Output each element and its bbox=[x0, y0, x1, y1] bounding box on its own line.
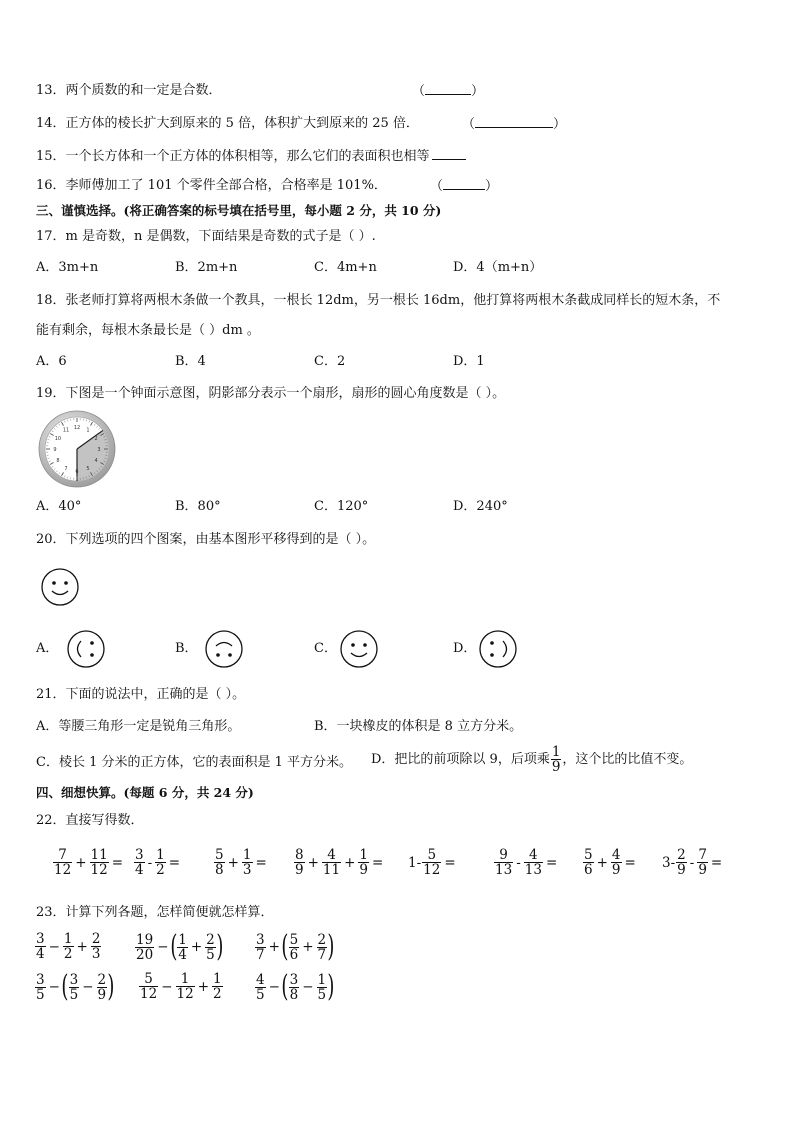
answer-blank-16[interactable] bbox=[443, 177, 485, 190]
answer-paren-13: （ ） bbox=[412, 84, 485, 99]
question-17: 17．m 是奇数，n 是偶数，下面结果是奇数的式子是（ ）. bbox=[36, 229, 376, 244]
calc-23-1: $\frac{3}{4}$ − $\frac{1}{2}$ + $\frac{2}{3}$ bbox=[36, 931, 101, 962]
question-14-text: 14．正方体的棱长扩大到原来的 5 倍，体积扩大到原来的 25 倍． bbox=[36, 116, 419, 131]
clock-number: 10 bbox=[54, 435, 62, 442]
question-13-text: 13．两个质数的和一定是合数． bbox=[36, 83, 222, 98]
option-17-d[interactable]: D．4（m+n） bbox=[453, 260, 543, 275]
option-21-a[interactable]: A．等腰三角形一定是锐角三角形。 bbox=[36, 719, 241, 734]
clock-number: 3 bbox=[97, 446, 101, 453]
question-22: 22．直接写得数． bbox=[36, 813, 144, 828]
question-23: 23．计算下列各题，怎样简便就怎样算． bbox=[36, 905, 274, 920]
question-14 bbox=[36, 115, 419, 133]
calc-23-4: $\frac{3}{5}$ − ( $\frac{3}{5}$ − $\frac{2}{9}$ ) bbox=[36, 969, 115, 1004]
question-15-text: 15．一个长方体和一个正方体的体积相等，那么它们的表面积也相等 bbox=[36, 149, 430, 164]
option-18-d[interactable]: D．1 bbox=[453, 354, 485, 369]
question-18-line-2: 能有剩余，每根木条最长是（ ）dm 。 bbox=[36, 323, 260, 338]
answer-blank-14[interactable] bbox=[475, 115, 553, 128]
calc-22-6: $\frac{9}{13}$ - $\frac{4}{13}$ = bbox=[495, 847, 558, 878]
option-20-a[interactable]: A． bbox=[36, 641, 59, 656]
question-18-line-1: 18．张老师打算将两根木条做一个教具，一根长 12dm，另一根长 16dm，他打算将两根木条截成同样长的短木条，不 bbox=[36, 293, 721, 308]
section-4-title: 四、细想快算。(每题 6 分，共 24 分) bbox=[36, 785, 254, 800]
option-20-b[interactable]: B． bbox=[175, 641, 198, 656]
clock-number: 2 bbox=[94, 435, 98, 442]
question-19: 19．下图是一个钟面示意图，阴影部分表示一个扇形，扇形的圆心角度数是（ ）。 bbox=[36, 386, 506, 401]
calc-22-5: 1- $\frac{5}{12}$ = bbox=[408, 847, 456, 878]
smiley-translated-figure bbox=[339, 629, 379, 669]
option-17-a[interactable]: A．3m+n bbox=[36, 260, 99, 275]
fraction-one-ninth: $\frac{1}{9}$ bbox=[551, 744, 561, 775]
calc-22-3: $\frac{5}{8}$ + $\frac{1}{3}$ = bbox=[215, 847, 267, 878]
clock-number: 1 bbox=[86, 427, 90, 434]
calc-22-1: $\frac{7}{12}$ + $\frac{11}{12}$ = bbox=[54, 847, 123, 878]
calc-22-8: 3- $\frac{2}{9}$ - $\frac{7}{9}$ = bbox=[662, 847, 723, 878]
section-3-title: 三、谨慎选择。(将正确答案的标号填在括号里，每小题 2 分，共 10 分) bbox=[36, 203, 442, 218]
answer-paren-16: （ ） bbox=[430, 179, 499, 194]
option-19-a[interactable]: A．40° bbox=[36, 499, 82, 514]
question-16 bbox=[36, 177, 387, 195]
answer-blank-15[interactable] bbox=[432, 147, 466, 160]
clock-figure bbox=[38, 410, 116, 488]
clock-number: 9 bbox=[53, 446, 57, 453]
option-19-c[interactable]: C．120° bbox=[314, 499, 369, 514]
clock-number: 12 bbox=[73, 424, 81, 431]
calc-23-6: $\frac{4}{5}$ − ( $\frac{3}{8}$ − $\frac{1}{5}$ ) bbox=[256, 969, 335, 1004]
question-13 bbox=[36, 82, 222, 100]
calc-23-2: $\frac{19}{20}$ − ( $\frac{1}{4}$ + $\frac{2}{5}$ ) bbox=[136, 929, 224, 964]
calc-23-5: $\frac{5}{12}$ − $\frac{1}{12}$ + $\frac{1}{2}$ bbox=[140, 971, 222, 1002]
question-21: 21．下面的说法中，正确的是（ ）。 bbox=[36, 687, 246, 702]
smiley-upside-down-figure bbox=[204, 629, 244, 669]
option-21-c[interactable]: C．棱长 1 分米的正方体，它的表面积是 1 平方分米。 bbox=[36, 755, 353, 770]
answer-paren-14: （ ） bbox=[462, 117, 567, 132]
option-17-b[interactable]: B．2m+n bbox=[175, 260, 238, 275]
option-19-d[interactable]: D．240° bbox=[453, 499, 508, 514]
option-21-b[interactable]: B．一块橡皮的体积是 8 立方分米。 bbox=[314, 719, 523, 734]
clock-number: 6 bbox=[75, 468, 79, 475]
smiley-basic-figure bbox=[40, 567, 80, 607]
clock-number: 7 bbox=[64, 465, 68, 472]
option-19-b[interactable]: B．80° bbox=[175, 499, 221, 514]
clock-number: 8 bbox=[56, 457, 60, 464]
calc-22-7: $\frac{5}{6}$ + $\frac{4}{9}$ = bbox=[584, 847, 636, 878]
clock-number: 5 bbox=[86, 465, 90, 472]
smiley-rotated-right-figure bbox=[478, 629, 518, 669]
question-16-text: 16．李师傅加工了 101 个零件全部合格，合格率是 101%． bbox=[36, 178, 387, 193]
option-21-d[interactable]: D．把比的前项除以 9，后项乘 $\frac{1}{9}$ ，这个比的比值不变。 bbox=[371, 744, 693, 775]
option-20-c[interactable]: C． bbox=[314, 641, 337, 656]
smiley-rotated-left-figure bbox=[66, 629, 106, 669]
option-20-d[interactable]: D． bbox=[453, 641, 477, 656]
clock-number: 11 bbox=[62, 427, 70, 434]
question-20: 20．下列选项的四个图案，由基本图形平移得到的是（ ）。 bbox=[36, 532, 376, 547]
option-17-c[interactable]: C．4m+n bbox=[314, 260, 377, 275]
clock-number: 4 bbox=[94, 457, 98, 464]
option-18-c[interactable]: C．2 bbox=[314, 354, 346, 369]
option-18-a[interactable]: A．6 bbox=[36, 354, 67, 369]
calc-23-3: $\frac{3}{7}$ + ( $\frac{5}{6}$ + $\frac{2}{7}$ ) bbox=[256, 929, 335, 964]
question-15 bbox=[36, 147, 466, 166]
calc-22-4: $\frac{8}{9}$ + $\frac{4}{11}$ + $\frac{1}{9}$ = bbox=[295, 847, 384, 878]
answer-blank-13[interactable] bbox=[425, 82, 471, 95]
option-18-b[interactable]: B．4 bbox=[175, 354, 206, 369]
calc-22-2: $\frac{3}{4}$ - $\frac{1}{2}$ = bbox=[135, 847, 181, 878]
